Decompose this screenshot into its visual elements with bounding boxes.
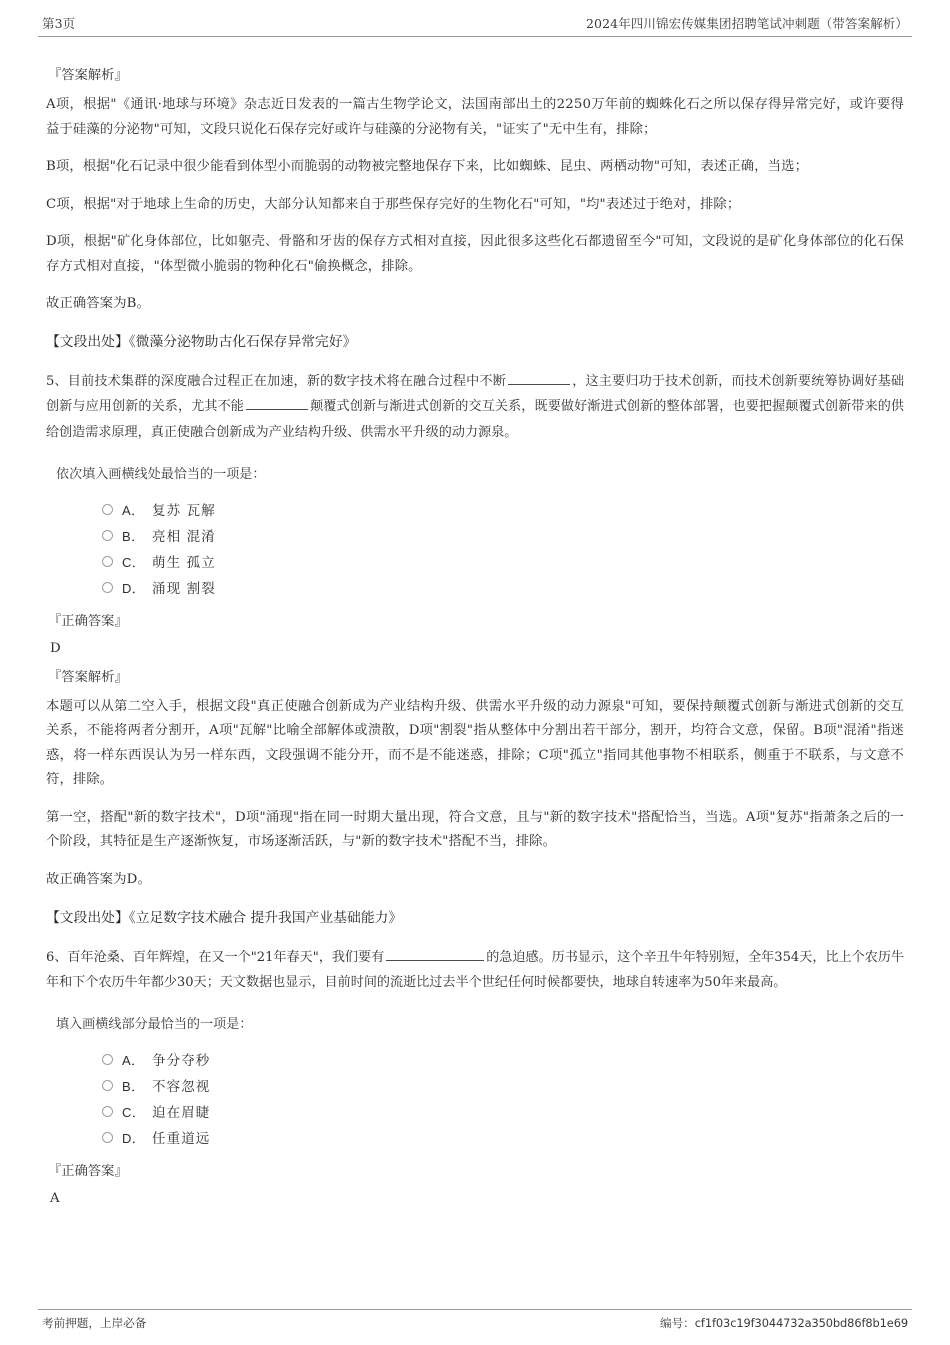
question-5-stem	[46, 369, 904, 446]
answer-analysis-label-q5: 『答案解析』	[48, 669, 128, 685]
option-row[interactable]	[102, 1098, 904, 1124]
option-key: B．	[122, 1078, 145, 1094]
option-label: 不容忽视	[152, 1079, 211, 1096]
footer-watermark: 考前押题，上岸必备	[42, 1316, 147, 1330]
page-header	[38, 0, 912, 40]
radio-icon[interactable]	[102, 1106, 113, 1117]
option-label: 争分夺秒	[152, 1053, 211, 1070]
q4-analysis-option-c: C项，根据"对于地球上生命的历史，大部分认知都来自于那些保存完好的生物化石"可知，"均"表述过于绝对，排除；	[46, 196, 741, 212]
q6-stem-part1: 6、百年沧桑、百年辉煌，在又一个"21年春天"，我们要有	[46, 949, 385, 965]
option-key: C．	[122, 1104, 146, 1120]
radio-icon[interactable]	[102, 1132, 113, 1143]
option-label: 亮相 混淆	[152, 529, 216, 546]
option-label: 萌生 孤立	[152, 555, 216, 572]
option-row[interactable]	[102, 522, 904, 548]
source-label-q4: 【文段出处】	[46, 334, 129, 351]
option-key: D．	[122, 1130, 146, 1146]
q5-analysis-paragraph-1: 本题可以从第二空入手，根据文段"真正使融合创新成为产业结构升级、供需水平升级的动力源泉"可知，要保持颠覆式创新与渐进式创新的交互关系，不能将两者分割开，A项"瓦解"比喻全部解体或溃散，D项"割裂"指从整体中分割出若干部分，割开，均符合文意，保留。B项"混淆"指迷惑，将一样东西误认为另一样东西，文段强调不能分开，而不是不能迷惑，排除；C项"孤立"指同其他事物不相联系，侧重于不联系，与文意不符，排除。	[46, 698, 904, 788]
radio-icon[interactable]	[102, 504, 113, 515]
q5-blank-1	[508, 371, 570, 385]
document-content	[38, 40, 912, 1210]
q4-analysis-option-d: D项，根据"矿化身体部位，比如躯壳、骨骼和牙齿的保存方式相对直接，因此很多这些化石都遗留至今"可知，文段说的是矿化身体部位的化石保存方式相对直接，"体型微小脆弱的物种化石"偷换概念，排除。	[46, 234, 904, 274]
q6-stem-part2: 的急迫感。历书显示，这个辛丑牛年特别短，全年354天，比上个农历牛年和下个农历牛年都少30天；天文数据也显示，目前时间的流逝比过去半个世纪任何时候都要快，地球自转速率为50年来最高。	[46, 949, 905, 991]
option-key: A．	[122, 502, 145, 518]
option-label: 涌现 割裂	[152, 581, 216, 598]
option-key: D．	[122, 580, 146, 596]
page-footer	[38, 1309, 912, 1331]
q4-analysis-conclusion: 故正确答案为B。	[46, 296, 151, 312]
option-row[interactable]	[102, 548, 904, 574]
radio-icon[interactable]	[102, 556, 113, 567]
q5-analysis-paragraph-2: 第一空，搭配"新的数字技术"，D项"涌现"指在同一时期大量出现，符合文意，且与"新的数字技术"搭配恰当，当选。A项"复苏"指萧条之后的一个阶段，其特征是生产逐渐恢复，市场逐渐活跃，与"新的数字技术"搭配不当，排除。	[46, 809, 904, 850]
question-6-options	[46, 1046, 904, 1150]
correct-answer-label-q6: 『正确答案』	[48, 1164, 128, 1180]
q6-correct-answer-value: A	[50, 1191, 60, 1207]
question-5-options	[46, 496, 904, 600]
question-6-stem	[46, 945, 904, 996]
serial-label: 编号：	[659, 1316, 695, 1330]
page-number-label: 第3页	[42, 16, 76, 31]
option-label: 复苏 瓦解	[152, 503, 216, 520]
option-row[interactable]	[102, 496, 904, 522]
radio-icon[interactable]	[102, 1054, 113, 1065]
q5-blank-2	[246, 396, 308, 410]
question-5-prompt: 依次填入画横线处最恰当的一项是：	[56, 466, 266, 482]
option-label: 迫在眉睫	[152, 1105, 211, 1122]
radio-icon[interactable]	[102, 1080, 113, 1091]
footer-serial	[660, 1315, 908, 1331]
footer-row	[38, 1309, 912, 1331]
q4-source-title: 《微藻分泌物助古化石保存异常完好》	[128, 334, 357, 351]
header-row	[38, 14, 912, 37]
option-row[interactable]	[102, 574, 904, 600]
option-key: B．	[122, 528, 145, 544]
q5-correct-answer-value: D	[50, 640, 61, 656]
answer-analysis-label-q4: 『答案解析』	[48, 68, 128, 83]
q5-source-title: 《立足数字技术融合 提升我国产业基础能力》	[128, 909, 403, 926]
q4-source-line	[46, 330, 904, 355]
serial-value: cf1f03c19f3044732a350bd86f8b1e69	[694, 1316, 908, 1330]
document-title: 2024年四川锦宏传媒集团招聘笔试冲刺题（带答案解析）	[585, 16, 908, 31]
option-row[interactable]	[102, 1046, 904, 1072]
radio-icon[interactable]	[102, 530, 113, 541]
q4-analysis-option-b: B项，根据"化石记录中很少能看到体型小而脆弱的动物被完整地保存下来，比如蜘蛛、昆虫、两栖动物"可知，表述正确，当选；	[46, 159, 809, 175]
radio-icon[interactable]	[102, 582, 113, 593]
q4-analysis-option-a: A项，根据"《通讯·地球与环境》杂志近日发表的一篇古生物学论文，法国南部出土的2250万年前的蜘蛛化石之所以保存得异常完好，或许要得益于硅藻的分泌物"可知，文段只说化石保存完好或许与硅藻的分泌物有关，"证实了"无中生有，排除；	[46, 96, 904, 137]
option-row[interactable]	[102, 1124, 904, 1150]
correct-answer-label-q5: 『正确答案』	[48, 614, 128, 630]
q5-stem-part1: 5、目前技术集群的深度融合过程正在加速，新的数字技术将在融合过程中不断	[46, 373, 507, 389]
option-label: 任重道远	[152, 1131, 211, 1148]
q5-stem-part2: ，这主要归功于技术创新，而技术创新要统筹协调好基础创新与应用创新的关系，尤其不能	[46, 373, 904, 415]
q5-stem-part3: 颠覆式创新与渐进式创新的交互关系，既要做好渐进式创新的整体部署，也要把握颠覆式创新带来的供给创造需求原理，真正使融合创新成为产业结构升级、供需水平升级的动力源泉。	[46, 399, 904, 440]
option-key: C．	[122, 554, 146, 570]
option-row[interactable]	[102, 1072, 904, 1098]
q6-blank-1	[386, 947, 484, 961]
source-label-q5: 【文段出处】	[46, 909, 129, 926]
option-key: A．	[122, 1052, 145, 1068]
q5-analysis-conclusion: 故正确答案为D。	[46, 872, 151, 888]
q5-source-line	[46, 906, 904, 931]
question-6-prompt: 填入画横线部分最恰当的一项是：	[56, 1016, 253, 1032]
